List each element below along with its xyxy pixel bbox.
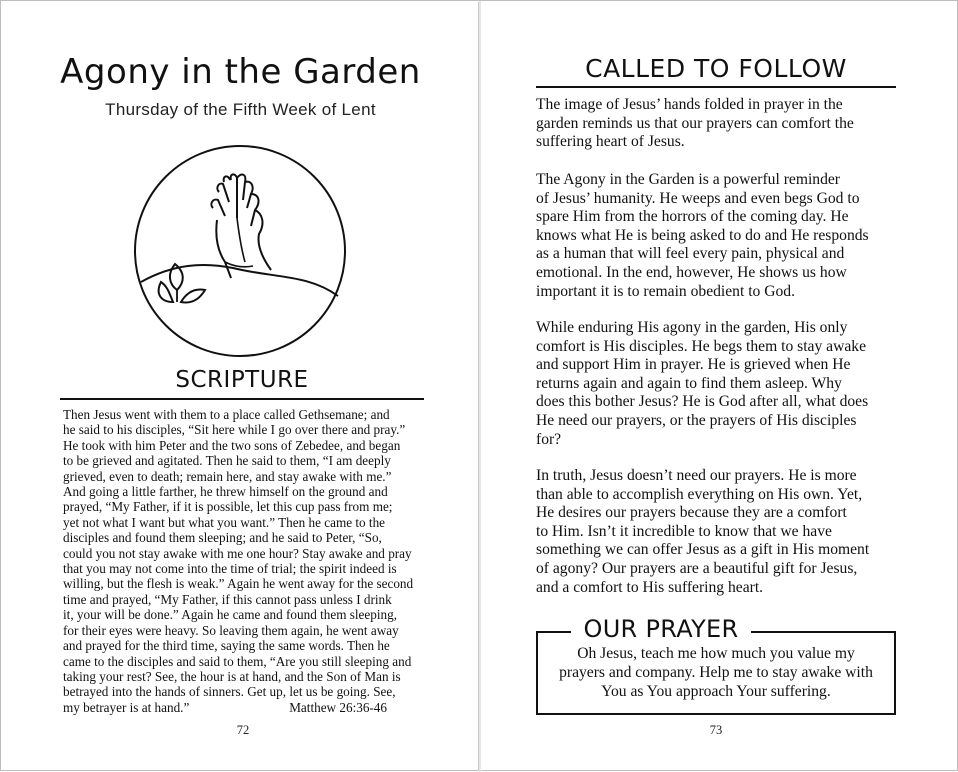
paragraph-line: of agony? Our prayers are a beautiful gift for Jesus,	[536, 559, 858, 577]
right-page	[481, 2, 957, 770]
scripture-last-line	[63, 700, 427, 715]
reflection-paragraph	[536, 319, 896, 449]
praying-hands-icon	[133, 144, 347, 358]
scripture-line: it, your will be done.” Again he came and found them sleeping,	[63, 607, 397, 623]
scripture-line: to be grieved and agitated. Then he said to them, “I am deeply	[63, 453, 391, 469]
scripture-line: for their eyes were heavy. So leaving them again, he went away	[63, 622, 399, 638]
scripture-line: he said to his disciples, “Sit here while I go over there and pray.”	[63, 422, 406, 438]
paragraph-line: and a comfort to His suffering heart.	[536, 578, 764, 596]
paragraph-line: returns again and again to find them asleep. Why	[536, 374, 842, 392]
scripture-passage	[63, 407, 427, 715]
scripture-citation: Matthew 26:36-46	[289, 699, 387, 715]
scripture-line: Then Jesus went with them to a place called Gethsemane; and	[63, 407, 390, 422]
paragraph-line: The Agony in the Garden is a powerful reminder	[536, 171, 840, 188]
paragraph-line: garden reminds us that our prayers can comfort the	[536, 114, 854, 132]
paragraph-line: He need our prayers, or the prayers of His disciples	[536, 411, 857, 429]
paragraph-line: He desires our prayers because they are a comfort	[536, 504, 847, 522]
scripture-line: willing, but the flesh is weak.” Again he went away for the second	[63, 576, 414, 592]
reflection-paragraph	[536, 467, 896, 597]
scripture-line: and prayed for the third time, saying the same words. Then he	[63, 638, 390, 654]
scripture-line: time and prayed, “My Father, if this cannot pass unless I drink	[63, 591, 392, 607]
scripture-line: came to the disciples and said to them, “Are you still sleeping and	[63, 653, 412, 669]
called-to-follow-heading: CALLED TO FOLLOW	[585, 54, 847, 83]
called-to-follow-divider	[536, 86, 896, 88]
reflection-paragraph	[536, 171, 896, 301]
page-subtitle: Thursday of the Fifth Week of Lent	[105, 100, 376, 119]
scripture-line: And going a little farther, he threw himself on the ground and	[63, 484, 388, 500]
paragraph-line: spare Him from the horrors of the coming day. He	[536, 208, 849, 226]
paragraph-line: important it is to remain obedient to God.	[536, 282, 795, 300]
scripture-line: taking your rest? See, the hour is at hand, and the Son of Man is	[63, 668, 401, 684]
paragraph-line: The image of Jesus’ hands folded in prayer in the	[536, 96, 843, 113]
paragraph-line: and support Him in prayer. He is grieved when He	[536, 356, 851, 374]
scripture-line: disciples and found them sleeping; and he said to Peter, “So,	[63, 530, 382, 546]
scripture-heading: SCRIPTURE	[175, 367, 309, 393]
paragraph-line: as a human that will feel every pain, physical and	[536, 245, 845, 263]
paragraph-line: comfort is His disciples. He begs them to stay awake	[536, 337, 866, 355]
scripture-divider	[60, 398, 424, 400]
page-title: Agony in the Garden	[60, 52, 421, 92]
paragraph-line: of Jesus’ humanity. He weeps and even begs God to	[536, 189, 860, 207]
scripture-line: my betrayer is at hand.”	[63, 699, 190, 715]
reflection-paragraph	[536, 96, 896, 152]
page-number-right: 73	[709, 723, 723, 737]
scripture-line: He took with him Peter and the two sons of Zebedee, and began	[63, 437, 401, 453]
scripture-line: betrayed into the hands of sinners. Get up, let us be going. See,	[63, 684, 396, 700]
paragraph-line: In truth, Jesus doesn’t need our prayers. He is more	[536, 467, 857, 484]
paragraph-line: for?	[536, 430, 562, 448]
paragraph-line: something we can offer Jesus as a gift in His moment	[536, 541, 870, 559]
paragraph-line: emotional. In the end, however, He shows us how	[536, 263, 847, 281]
scripture-line: that you may not come into the time of trial; the spirit indeed is	[63, 561, 397, 577]
prayer-text	[538, 645, 894, 701]
left-page	[2, 2, 479, 770]
scripture-line: prayed, “My Father, if it is possible, let this cup pass from me;	[63, 499, 393, 515]
prayer-heading: OUR PRAYER	[571, 613, 751, 645]
scripture-line: yet not what I want but what you want.” Then he came to the	[63, 514, 386, 530]
paragraph-line: than able to accomplish everything on His own. Yet,	[536, 485, 863, 503]
scripture-line: grieved, even to death; remain here, and stay awake with me.”	[63, 468, 392, 484]
prayer-line: prayers and company. Help me to stay awake with	[559, 663, 873, 681]
scripture-line: could you not stay awake with me one hour? Stay awake and pray	[63, 545, 412, 561]
page-number-left: 72	[236, 723, 250, 737]
paragraph-line: knows what He is being asked to do and He responds	[536, 226, 869, 244]
prayer-line: You as You approach Your suffering.	[601, 682, 831, 700]
paragraph-line: does this bother Jesus? He is God after all, what does	[536, 393, 869, 411]
paragraph-line: suffering heart of Jesus.	[536, 133, 685, 151]
paragraph-line: While enduring His agony in the garden, His only	[536, 319, 848, 336]
prayer-line: Oh Jesus, teach me how much you value my	[577, 645, 855, 662]
paragraph-line: to Him. Isn’t it incredible to know that we have	[536, 522, 832, 540]
